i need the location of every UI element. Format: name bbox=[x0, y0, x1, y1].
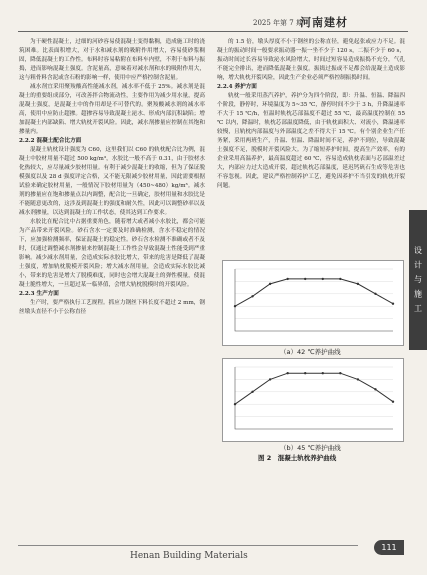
section-heading: 2.2.3 生产方面 bbox=[19, 291, 59, 297]
data-point bbox=[251, 295, 253, 297]
footer-journal-name: Henan Building Materials bbox=[130, 551, 248, 561]
data-point bbox=[392, 401, 394, 403]
header-rule bbox=[18, 31, 408, 32]
data-point bbox=[304, 278, 306, 280]
data-point bbox=[322, 372, 324, 374]
paragraph: 混凝土轨枕设计强度为 C60，这里我们以 C60 的轨枕配合比为例，混凝土中胶材用量不超过 500 kg/m³，水胶比一般不高于 0.31，由于胶材水化热较大，应尽量减少胶材用量。有利于减少混凝土的收缩，但为了保证脱模强度以及 28 d 强度评定合格，又不能无限减少胶材用量，因此需要根据试验来确定胶材用量，一般情况下胶材用量为（450~480）kg/m³。减水剂的掺量应在饱和掺量点以内调整，配合比一旦确定，胶材用量和水胶比是不能随意更改的，这涉及到混凝土的强度和耐久性，因此可以调整砂率以及减水剂掺量，以达到混凝土的工作状态，使其达到工作要求。 bbox=[19, 147, 205, 216]
paragraph: 的 1.5 倍，墩头厚度不小于钢丝的公称直径，避免起张或应力不足。混凝土的振动时间一般要求振动器一振一坐不少于 120 s，二振不少于 60 s，振动时间过长容易导致泌水风险增大，时间过短容易造成振捣不充分，气孔不能完全排出，进而降低混凝土强度。振捣过振或不足都会给混凝土造成影响，增大轨枕开裂风险，因此生产企业必须严格控制振捣时间。 bbox=[217, 39, 405, 81]
paragraph: 轨枕一般采用蒸汽养护，养护分为四个阶段，即：升温、恒温、降温四个阶段，静停时，环境温度为 5~35 ℃，静停时间不少于 3 h，升降温速率不大于 15 ℃/h，恒温时轨枕芯部温度不超过 55 ℃，最高温度控制在 55 ℃ 以内，降温时，轨枕芯部温度降低，由于轨枕面积大、对流小，降温速率较慢，且轨枕内部温度与外部温度之差不得大于 15 ℃。有个别企业生产任务紧，采用两班生产，升温、恒温、降温时间不足，养护不到位，导致混凝土强度不足，脱模时开裂风险大。为了缩短养护时间，提高生产效率，有的企业采用高温养护，最高温度超过 60 ℃，容易造成轨枕表面与芯部温差过大，内部应力过大造成开裂，超过轨枕芯部温度，延迟钙矾石生成等危害也不容忽视。因此，建议严格控制养护工艺，避免因养护不当引发的轨枕开裂问题。 bbox=[217, 93, 405, 189]
chart-a bbox=[222, 260, 404, 346]
issue-label: 2025 年第 7 期 bbox=[253, 19, 303, 27]
left-column bbox=[19, 38, 205, 317]
axis bbox=[235, 269, 393, 331]
page-number: 111 bbox=[374, 540, 404, 555]
section-tab: 设 计 与 施 工 bbox=[409, 210, 427, 350]
data-point bbox=[269, 283, 271, 285]
data-point bbox=[304, 372, 306, 374]
data-point bbox=[234, 403, 236, 405]
figure-title: 图 2 混凝土轨枕养护曲线 bbox=[258, 454, 337, 462]
right-column bbox=[217, 38, 405, 214]
chart-b bbox=[222, 358, 404, 442]
section-heading: 2.2.2 混凝土配合比方面 bbox=[19, 138, 82, 144]
data-point bbox=[286, 372, 288, 374]
data-point bbox=[392, 303, 394, 305]
data-point bbox=[357, 283, 359, 285]
data-point bbox=[269, 378, 271, 380]
paragraph: 减水剂宜采用聚羧酸高性能减水剂，减水率不低于 25%。减水剂是混凝土的重要组成部分，可改善拌合物流动性，主要作用为减少用水量，提高混凝土强度，是混凝土中的作用却是不可替代的。聚羧酸减水剂的减水率高，使用中应防止超掺。超掺容易导致混凝土泌水、形成内部沉积缺陷；增加混凝土内部缺陷、增大轨枕开裂风险。因此，减水剂掺量应控制在其饱和掺量内。 bbox=[19, 84, 205, 135]
chart-b-svg bbox=[223, 359, 403, 443]
data-point bbox=[322, 278, 324, 280]
caption-a: （a）42 ℃养护曲线 bbox=[280, 348, 341, 356]
data-point bbox=[339, 372, 341, 374]
footer-rule bbox=[18, 545, 358, 546]
page-header bbox=[0, 0, 427, 32]
axis bbox=[235, 367, 393, 429]
section-heading: 2.2.4 养护方面 bbox=[217, 84, 257, 90]
paragraph: 为干硬性混凝土，过细的河砂容易使混凝土变得黏稠，造成施工时的浇筑困难。比表面积增大，对于水和减水剂的吸附作用增大，容易使砂浆稠固，降低混凝土的工作性。布料时容易粘附在布料车内壁，不利于布料与振捣，进而影响混凝土强度。含泥量高，意味着对减水剂和水的吸附作用大，这与粗骨料含泥或含石粉的影响一样，使用中应严格控制含泥量。 bbox=[19, 39, 205, 81]
series-line bbox=[235, 279, 393, 306]
data-point bbox=[357, 378, 359, 380]
series-line bbox=[235, 373, 393, 404]
data-point bbox=[339, 278, 341, 280]
caption-b: （b）45 ℃养护曲线 bbox=[280, 444, 341, 452]
data-point bbox=[374, 388, 376, 390]
paragraph: 水胶比在配合比中占据重要角色，随着增大或者减小水胶比，都会可能为产品带来开裂风险。砂石含水一定要及时准确检测，含水不稳定的情况下，应加强检测频率，保证混凝土的稳定性。砂石含水检测不准确或者不及时，仅通过调整减水剂掺量来控制混凝土工作性会导致混凝土性能受到严重影响。减少减水剂用量，会造成实际水胶比增大，带来的危害是降低了混凝土强度，增加轨枕脱模开裂风险；增大减水剂用量，会造成实际水胶比减小，带来的危害是增大了脱模难度，同时也会增大混凝土的弹性模量，使混凝土脆性增大，一旦超过某一临界值，会增大轨枕脱模时的开裂风险。 bbox=[19, 219, 205, 288]
data-point bbox=[234, 305, 236, 307]
data-point bbox=[286, 278, 288, 280]
journal-title: 河南建材 bbox=[300, 16, 348, 29]
paragraph: 生产时，要严格执行工艺规程。抓应力钢丝下料长度不超过 2 mm，钢丝墩头直径不小于公称直径 bbox=[19, 300, 205, 315]
data-point bbox=[251, 391, 253, 393]
data-point bbox=[374, 293, 376, 295]
chart-a-svg bbox=[223, 261, 403, 345]
